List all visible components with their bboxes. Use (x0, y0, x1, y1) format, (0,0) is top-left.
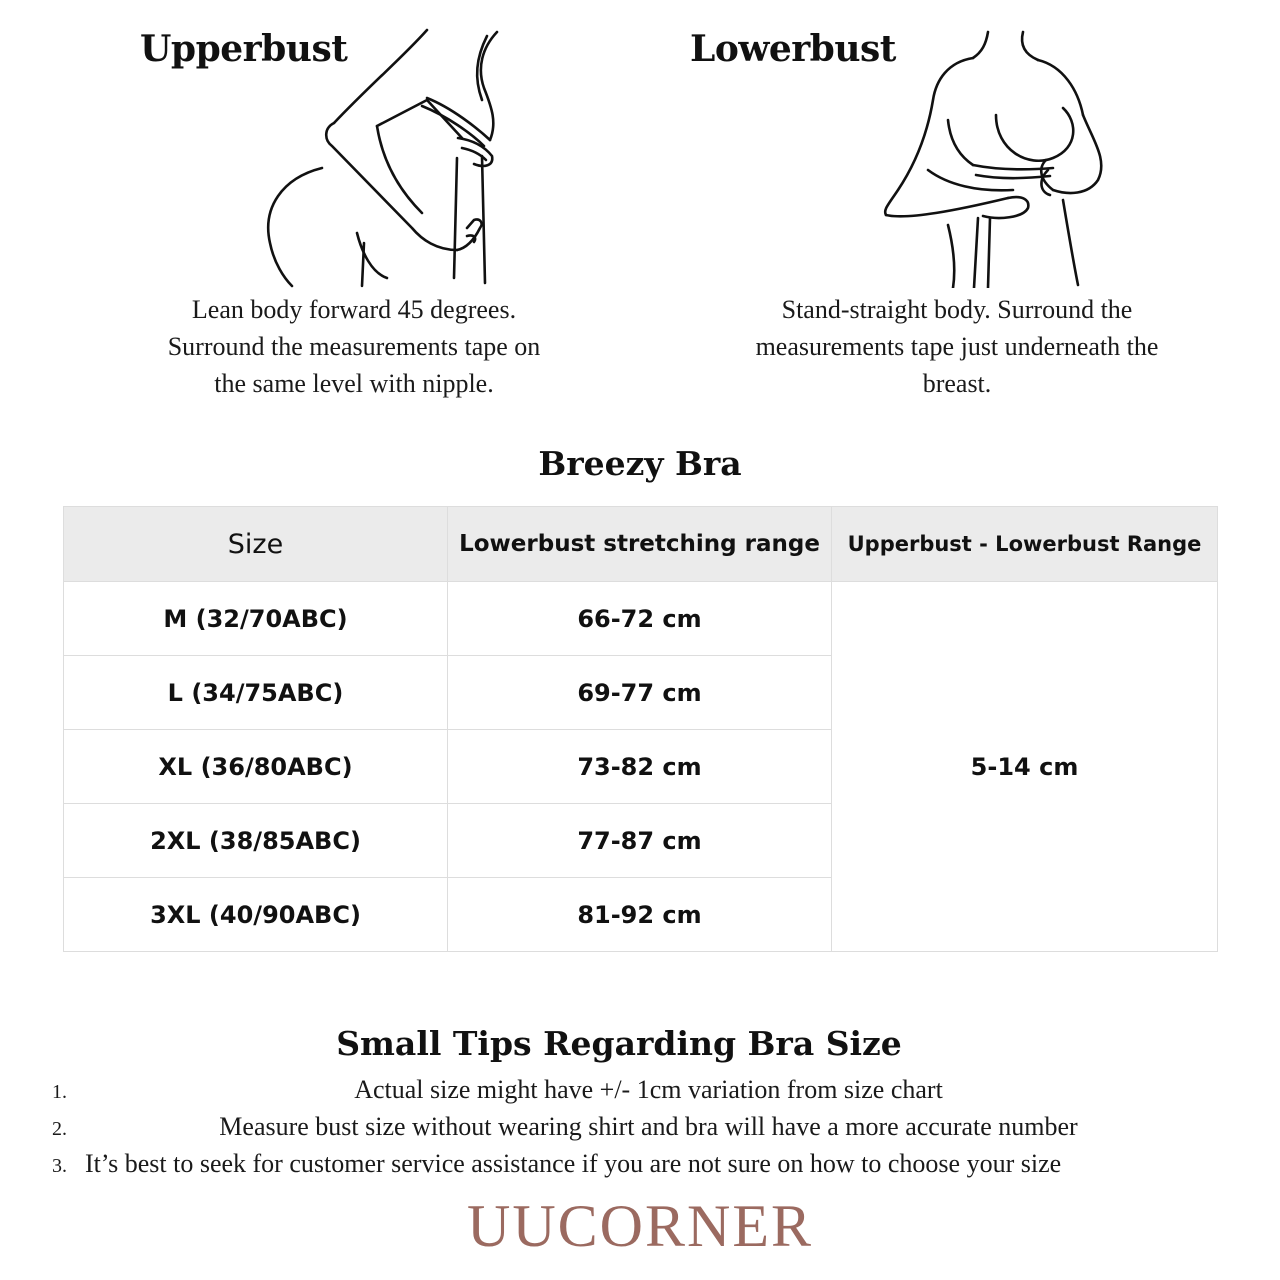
table-header-row (64, 507, 1218, 582)
chart-title: Breezy Bra (538, 444, 742, 483)
size-cell: 2XL (38/85ABC) (64, 804, 448, 878)
size-cell: M (32/70ABC) (64, 582, 448, 656)
lowerbust-range-cell: 66-72 cm (448, 582, 832, 656)
lowerbust-instruction-line: breast. (922, 369, 992, 398)
list-item (48, 1112, 1213, 1149)
size-cell: L (34/75ABC) (64, 656, 448, 730)
size-cell: 3XL (40/90ABC) (64, 878, 448, 952)
column-header-size: Size (64, 507, 448, 582)
upperbust-instruction-line: Lean body forward 45 degrees. (191, 295, 517, 324)
upper-lower-range-cell: 5-14 cm (832, 582, 1218, 952)
tip-number: 1. (52, 1081, 67, 1103)
lowerbust-instruction-line: measurements tape just underneath the (755, 332, 1159, 361)
list-item (48, 1149, 1213, 1186)
upperbust-instruction-line: Surround the measurements tape on (167, 332, 541, 361)
upperbust-illustration-icon (262, 28, 512, 288)
tip-number: 2. (52, 1118, 67, 1140)
tip-text: It’s best to seek for customer service assistance if you are not sure on how to choose your size (85, 1149, 1062, 1178)
size-cell: XL (36/80ABC) (64, 730, 448, 804)
upperbust-instruction-line: the same level with nipple. (214, 369, 494, 398)
lowerbust-title: Lowerbust (690, 28, 896, 70)
tips-list (48, 1075, 1213, 1186)
size-chart-table (63, 506, 1218, 952)
lowerbust-instructions (700, 291, 1214, 402)
lowerbust-range-cell: 77-87 cm (448, 804, 832, 878)
lowerbust-range-cell: 81-92 cm (448, 878, 832, 952)
lowerbust-instruction-line: Stand-straight body. Surround the (781, 295, 1133, 324)
upperbust-instructions (104, 291, 604, 402)
upperbust-title: Upperbust (140, 28, 348, 70)
tip-text: Measure bust size without wearing shirt and bra will have a more accurate number (219, 1112, 1078, 1141)
column-header-lowerbust-range: Lowerbust stretching range (448, 507, 832, 582)
column-header-upper-lower-range: Upperbust - Lowerbust Range (832, 507, 1218, 582)
lowerbust-range-cell: 73-82 cm (448, 730, 832, 804)
list-item (48, 1075, 1213, 1112)
tip-text: Actual size might have +/- 1cm variation from size chart (354, 1075, 943, 1104)
table-row (64, 582, 1218, 656)
lowerbust-illustration-icon (878, 30, 1110, 288)
lowerbust-range-cell: 69-77 cm (448, 656, 832, 730)
tips-title: Small Tips Regarding Bra Size (336, 1024, 902, 1063)
brand-logo: UUCORNER (466, 1193, 814, 1259)
tip-number: 3. (52, 1155, 67, 1177)
